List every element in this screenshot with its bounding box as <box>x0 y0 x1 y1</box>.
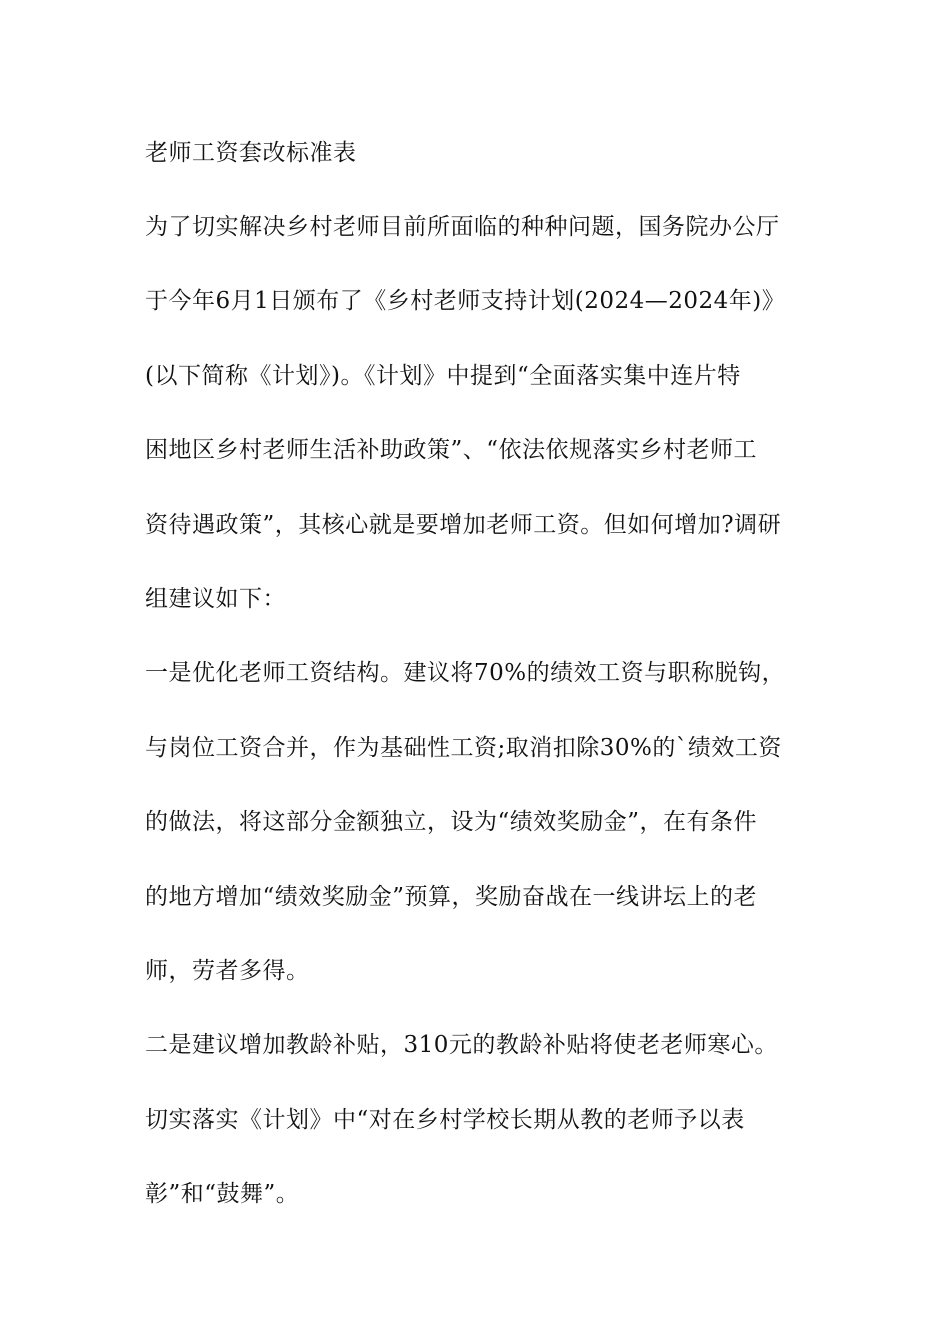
paragraph-line: 二是建议增加教龄补贴，310元的教龄补贴将使老老师寒心。 <box>145 1032 778 1058</box>
paragraph-line: 的做法，将这部分金额独立，设为“绩效奖励金”，在有条件 <box>145 809 758 835</box>
document-title: 老师工资套改标准表 <box>145 140 357 166</box>
paragraph-line: (以下简称《计划》)。《计划》中提到“全面落实集中连片特 <box>145 363 741 389</box>
paragraph-line: 为了切实解决乡村老师目前所面临的种种问题，国务院办公厅 <box>145 214 780 240</box>
paragraph-line: 彰”和“鼓舞”。 <box>145 1181 300 1207</box>
paragraph-line: 与岗位工资合并，作为基础性工资;取消扣除30%的`绩效工资 <box>145 735 782 761</box>
paragraph-line: 困地区乡村老师生活补助政策”、“依法依规落实乡村老师工 <box>145 437 758 463</box>
paragraph-line: 切实落实《计划》中“对在乡村学校长期从教的老师予以表 <box>145 1107 745 1133</box>
paragraph-line: 资待遇政策”，其核心就是要增加老师工资。但如何增加?调研 <box>145 512 782 538</box>
paragraph-line: 师，劳者多得。 <box>145 958 310 984</box>
paragraph-line: 的地方增加“绩效奖励金”预算，奖励奋战在一线讲坛上的老 <box>145 884 758 910</box>
paragraph-line: 于今年6月1日颁布了《乡村老师支持计划(2024—2024年)》 <box>145 288 786 314</box>
paragraph-line: 一是优化老师工资结构。建议将70%的绩效工资与职称脱钩， <box>145 660 786 686</box>
paragraph-line: 组建议如下： <box>145 586 286 612</box>
